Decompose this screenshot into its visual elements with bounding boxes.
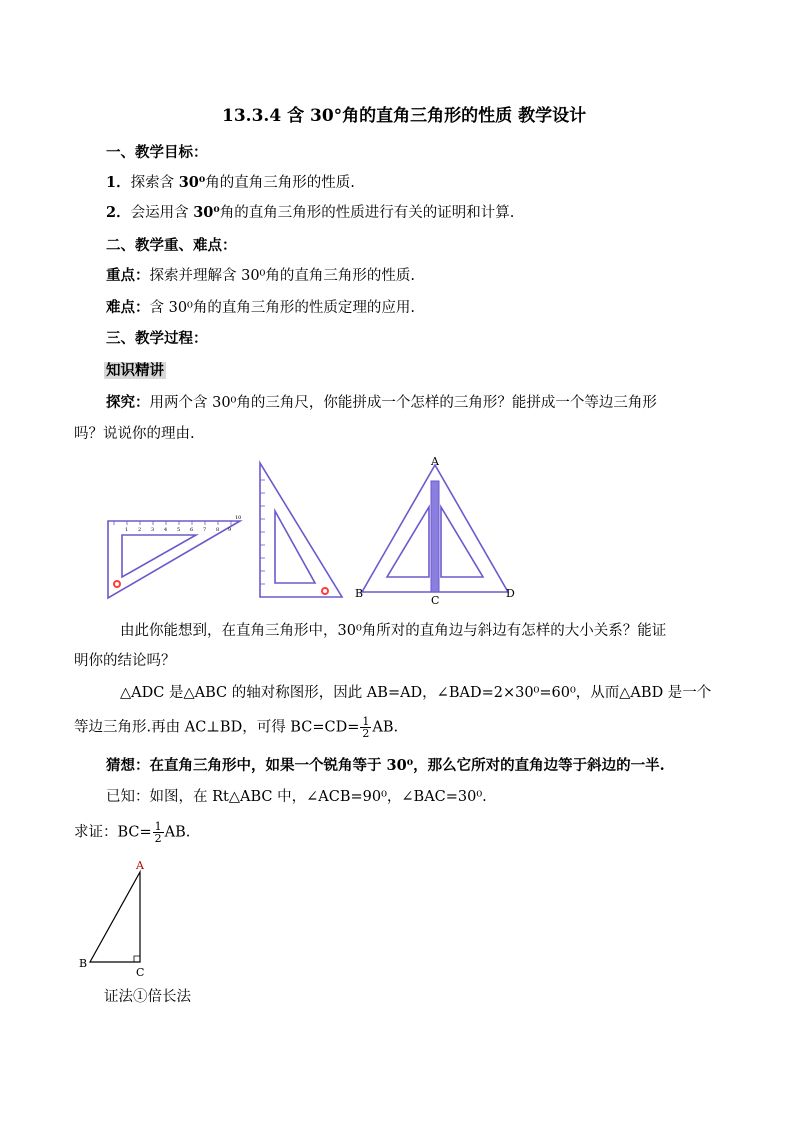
ruler-number: 8 [216, 527, 220, 533]
label-C: C [431, 594, 440, 605]
ruler-number: 3 [151, 527, 155, 533]
fig2-label-B: B [79, 957, 88, 970]
fig2-label-A: A [136, 859, 144, 872]
right-triangle-figure [74, 852, 164, 982]
set-square-vertical [260, 463, 342, 597]
triangle-abc [90, 872, 140, 962]
to-prove: 求证：BC= $\frac{1}{2}$ AB. [74, 820, 191, 845]
right-inner-triangle [441, 507, 483, 577]
center-ruler-band [431, 481, 439, 592]
ruler-number: 7 [203, 527, 207, 533]
question-line-1: 由此你能想到，在直角三角形中，30⁰角所对的直角边与斜边有怎样的大小关系？能证 [120, 623, 667, 639]
set-square-horizontal-inner [122, 535, 196, 577]
reasoning-line-1: △ADC 是△ABC 的轴对称图形，因此 AB=AD，∠BAD=2×30⁰=60⁰，从而△ABD 是一个 [120, 685, 712, 701]
ruler-number: 9 [228, 527, 232, 533]
explore-line-2: 吗？说说你的理由. [74, 426, 195, 442]
fraction-half-2: $\frac{1}{2}$ [154, 820, 162, 845]
given: 已知：如图，在 Rt△ABC 中，∠ACB=90⁰，∠BAC=30⁰. [106, 789, 487, 805]
fraction-half: $\frac{1}{2}$ [362, 715, 370, 740]
ruler-number: 6 [190, 527, 194, 533]
keypoints-heading: 二、教学重、难点： [106, 237, 237, 254]
label-A: A [431, 455, 439, 468]
page-title: 13.3.4 含 30°角的直角三角形的性质 教学设计 [222, 106, 587, 126]
proof-method: 证法①倍长法 [104, 989, 191, 1005]
goals-heading: 一、教学目标： [106, 144, 208, 161]
red-mark-horizontal [114, 581, 120, 587]
key-point: 重点：探索并理解含 30⁰角的直角三角形的性质. [106, 267, 415, 284]
set-squares-figure [100, 455, 530, 605]
ruler-number: 5 [177, 527, 181, 533]
ruler-number: 2 [138, 527, 142, 533]
left-inner-triangle [387, 507, 429, 577]
process-heading: 三、教学过程： [106, 330, 208, 347]
fig2-label-C: C [136, 966, 145, 979]
ruler-number: 10 [235, 515, 242, 521]
goal-1: 1．探索含 30⁰角的直角三角形的性质. [106, 174, 355, 191]
ruler-number: 1 [125, 527, 129, 533]
ruler-number: 4 [164, 527, 168, 533]
conjecture: 猜想：在直角三角形中，如果一个锐角等于 30⁰，那么它所对的直角边等于斜边的一半. [106, 757, 665, 774]
right-angle-mark [134, 956, 140, 962]
difficulty: 难点：含 30⁰角的直角三角形的性质定理的应用. [106, 299, 415, 316]
label-D: D [506, 587, 515, 600]
red-mark-vertical [322, 588, 328, 594]
explore-line-1: 探究：用两个含 30⁰角的三角尺，你能拼成一个怎样的三角形？能拼成一个等边三角形 [106, 394, 657, 411]
label-B: B [355, 587, 364, 600]
goal-2: 2．会运用含 30⁰角的直角三角形的性质进行有关的证明和计算. [106, 204, 515, 221]
question-line-2: 明你的结论吗？ [74, 653, 176, 669]
knowledge-tag: 知识精讲 [106, 362, 164, 379]
set-square-vertical-inner [275, 511, 315, 583]
reasoning-line-2: 等边三角形.再由 AC⊥BD，可得 BC=CD= $\frac{1}{2}$ AB. [74, 715, 399, 740]
